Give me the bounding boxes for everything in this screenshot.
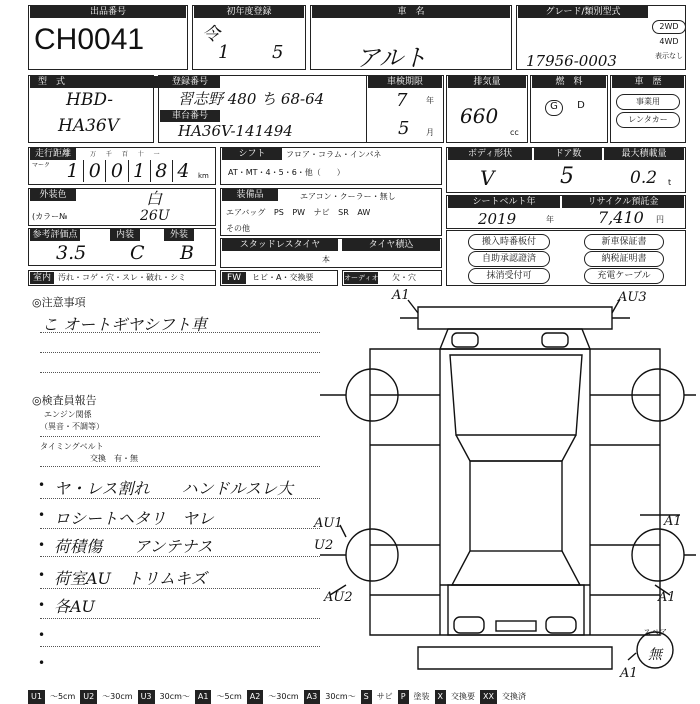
mileage-digit: 4 xyxy=(177,160,190,182)
fw-row-text: ヒビ・A・交換要 xyxy=(252,273,314,282)
equipment-row3: その他 xyxy=(226,224,250,233)
roof xyxy=(470,461,562,551)
legend-desc: 交換要 xyxy=(451,692,475,701)
legend-desc: 30cm～ xyxy=(325,692,356,701)
legend-desc: 30cm～ xyxy=(159,692,190,701)
drive-2wd: 2WD xyxy=(652,20,686,34)
interior-row-text: 汚れ・コゲ・穴・スレ・破れ・シミ xyxy=(58,273,186,282)
legend-code: A3 xyxy=(304,690,321,704)
tire-load-label: タイヤ積込 xyxy=(342,239,440,251)
diagram-mark-au2: AU2 xyxy=(324,590,353,605)
mileage-digit: 0 xyxy=(106,160,128,182)
report-bullet: • xyxy=(38,628,46,642)
report-bullet: • xyxy=(38,508,46,522)
diagram-mark-a1-rear-left: A1 xyxy=(392,288,410,303)
mileage-mark: マーク xyxy=(32,162,51,169)
fw-row-label: FW xyxy=(222,272,246,284)
report-rule xyxy=(40,466,320,467)
inspection-month: 5 xyxy=(398,118,410,139)
report-bullet: • xyxy=(38,568,46,582)
legend-desc: ～30cm xyxy=(268,692,299,701)
exterior-value: B xyxy=(180,242,194,264)
seatbelt-value: 2019 xyxy=(478,210,517,228)
capacity-value: 0.2 xyxy=(630,168,658,188)
chassis-label: 車台番号 xyxy=(160,110,220,122)
legend-code: P xyxy=(398,690,409,704)
seatbelt-label: シートベルト年 xyxy=(448,196,560,208)
legend-desc: ～5cm xyxy=(49,692,76,701)
lot-label: 出品番号 xyxy=(30,6,186,18)
shift-row2: AT・MT・4・5・6・他（ ） xyxy=(228,168,345,177)
equipment-label: 装備品 xyxy=(222,189,278,201)
mileage-digit: 1 xyxy=(62,160,84,182)
recycle-value: 7,410 xyxy=(598,208,644,227)
drive-none: 表示なし xyxy=(655,52,683,60)
diagram-mark-au3: AU3 xyxy=(618,290,647,305)
report-item-5: 各AU xyxy=(54,597,96,616)
model-line1: HBD- xyxy=(66,90,114,110)
button-plate: 搬入時番板付 xyxy=(468,234,550,250)
mileage-unit: km xyxy=(198,172,209,180)
body-type-label: ボディ形状 xyxy=(448,148,532,160)
model-label: 型 式 xyxy=(30,76,160,88)
fuel-option-g: G xyxy=(545,100,563,116)
reg-label: 登録番号 xyxy=(160,76,220,88)
history-business: 事業用 xyxy=(616,94,680,110)
first-reg-year: 1 xyxy=(218,42,230,63)
inspection-divider xyxy=(366,76,367,142)
windshield xyxy=(452,551,580,585)
mileage-digit: 1 xyxy=(129,160,151,182)
report-bullet: • xyxy=(38,538,46,552)
shift-label: シフト xyxy=(222,148,282,160)
first-reg-era: 令 xyxy=(202,24,220,45)
legend-code: XX xyxy=(480,690,497,704)
report-title: ◎検査員報告 xyxy=(32,394,97,407)
diagram-mark-u2: U2 xyxy=(314,538,334,553)
wheel-front-left xyxy=(346,529,398,581)
legend-desc: ～5cm xyxy=(216,692,242,701)
engine-sub: （異音・不調等） xyxy=(40,422,104,431)
mileage-scale: 万 千 百 十 一 xyxy=(90,151,160,158)
rear-bumper xyxy=(418,307,612,329)
report-bullet: • xyxy=(38,598,46,612)
doors-value: 5 xyxy=(560,164,574,189)
mileage-digit: 0 xyxy=(84,160,106,182)
button-tax: 納税証明書 xyxy=(584,251,664,267)
body-outline xyxy=(370,349,660,635)
inspection-year-unit: 年 xyxy=(426,96,434,105)
notes-title: ◎注意事項 xyxy=(32,296,86,309)
drive-4wd: 4WD xyxy=(659,37,679,46)
legend-bar xyxy=(28,690,688,704)
headlamp-right xyxy=(546,617,576,633)
recycle-label: リサイクル預託金 xyxy=(562,196,684,208)
legend-code: A2 xyxy=(247,690,264,704)
report-rule xyxy=(40,498,320,499)
color-value: 白 xyxy=(146,189,163,208)
report-bullet: • xyxy=(38,656,46,670)
seatbelt-unit: 年 xyxy=(546,215,554,224)
interior-value: C xyxy=(130,242,145,264)
belt-options: 交換 有・無 xyxy=(90,454,138,463)
button-cable: 充電ケーブル xyxy=(584,268,664,284)
history-rental: レンタカー xyxy=(616,112,680,128)
report-rule xyxy=(40,556,320,557)
spare-label: スペア xyxy=(643,628,667,637)
legend-desc: 塗装 xyxy=(413,692,430,701)
report-rule xyxy=(40,618,320,619)
equipment-row2: エアバッグ PS PW ナビ SR AW xyxy=(226,208,371,217)
legend-code: U3 xyxy=(138,690,155,704)
rear-window xyxy=(450,355,582,435)
report-rule xyxy=(40,646,320,647)
diagram-mark-a1-front-right: A1 xyxy=(658,590,676,605)
capacity-label: 最大積載量 xyxy=(604,148,684,160)
ref-grade-label: 参考評価点 xyxy=(30,229,80,241)
car-name-value: アルト xyxy=(356,44,428,72)
body-type-value: V xyxy=(480,166,495,190)
spare-value: 無 xyxy=(648,647,662,663)
mileage-digit: 8 xyxy=(151,160,173,182)
studless-label: スタッドレスタイヤ xyxy=(222,239,338,251)
mileage-label: 走行距離 xyxy=(30,148,76,160)
studless-unit: 本 xyxy=(322,255,330,264)
audio-row-label: オーディオ xyxy=(344,274,378,282)
inspection-label: 車検期限 xyxy=(368,76,442,88)
ref-grade-value: 3.5 xyxy=(56,242,87,264)
button-cancel: 抹消受付可 xyxy=(468,268,550,284)
lot-number: CH0041 xyxy=(34,23,145,56)
chassis-value: HA36V-141494 xyxy=(178,122,293,140)
hood-panel xyxy=(448,585,584,635)
notes-rule xyxy=(40,332,320,333)
color-label: 外装色 xyxy=(30,189,76,201)
button-self-approve: 自助承認證済 xyxy=(468,251,550,267)
report-item-1: ヤ・レス割れ ハンドルスレ大 xyxy=(54,479,294,498)
report-item-2: ロシートヘタリ ヤレ xyxy=(54,509,214,528)
report-rule xyxy=(40,588,320,589)
headlamp-left xyxy=(454,617,484,633)
first-reg-month: 5 xyxy=(272,42,284,63)
interior-row-label: 室内 xyxy=(30,272,54,284)
color-code: 26U xyxy=(140,208,170,224)
car-name-label: 車 名 xyxy=(312,6,510,18)
notes-rule xyxy=(40,372,320,373)
reg-value: 習志野 480 ち 68-64 xyxy=(178,90,325,108)
button-warranty: 新車保証書 xyxy=(584,234,664,250)
rear-lamp-left xyxy=(452,333,478,347)
legend-code: S xyxy=(361,690,372,704)
recycle-unit: 円 xyxy=(656,215,664,224)
doors-label: ドア数 xyxy=(534,148,602,160)
diagram-mark-au1: AU1 xyxy=(314,516,343,531)
capacity-unit: t xyxy=(668,178,672,187)
notes-line1: こ オートギヤシフト車 xyxy=(42,315,207,334)
legend-code: A1 xyxy=(195,690,212,704)
diagram-mark-a1-bottom: A1 xyxy=(620,666,638,680)
mileage-digits xyxy=(62,160,194,182)
report-bullet: • xyxy=(38,478,46,492)
inspection-year: 7 xyxy=(396,90,408,111)
notes-rule xyxy=(40,352,320,353)
first-reg-label: 初年度登録 xyxy=(194,6,304,18)
report-rule xyxy=(40,528,320,529)
belt-label: タイミングベルト xyxy=(40,442,104,451)
equipment-row1: エアコン・クーラー・無し xyxy=(300,192,396,201)
color-code-label: (カラー№ xyxy=(32,212,68,221)
history-label: 車 歴 xyxy=(612,76,684,88)
interior-label: 内装 xyxy=(110,229,140,241)
legend-code: U1 xyxy=(28,690,45,704)
legend-desc: ～30cm xyxy=(102,692,133,701)
displacement-value: 660 xyxy=(460,104,499,128)
model-line2: HA36V xyxy=(58,116,120,136)
exterior-label: 外装 xyxy=(164,229,194,241)
grille xyxy=(496,621,536,631)
shift-row1: フロア・コラム・インパネ xyxy=(286,150,382,159)
grade-label: グレード/類別型式 xyxy=(518,6,648,18)
legend-code: X xyxy=(435,690,446,704)
rear-lamp-right xyxy=(542,333,568,347)
displacement-unit: cc xyxy=(510,128,519,137)
fuel-label: 燃 料 xyxy=(532,76,606,88)
legend-desc: サビ xyxy=(376,692,393,701)
front-bumper xyxy=(418,647,612,669)
audio-row-text: 欠・穴 xyxy=(392,273,416,282)
diagram-mark-a1-right: A1 xyxy=(664,514,682,529)
report-item-4: 荷室AU トリムキズ xyxy=(54,569,207,588)
inspection-month-unit: 月 xyxy=(426,128,434,137)
wheel-front-right xyxy=(632,529,684,581)
legend-code: U2 xyxy=(80,690,97,704)
displacement-label: 排気量 xyxy=(448,76,526,88)
grade-value: 17956-0003 xyxy=(526,52,617,70)
legend-desc: 交換済 xyxy=(501,692,526,701)
fuel-option-d: D xyxy=(577,100,585,111)
engine-label: エンジン関係 xyxy=(44,410,92,419)
report-item-3: 荷積傷 アンテナス xyxy=(54,537,213,556)
car-diagram xyxy=(300,285,700,680)
report-rule xyxy=(40,436,320,437)
